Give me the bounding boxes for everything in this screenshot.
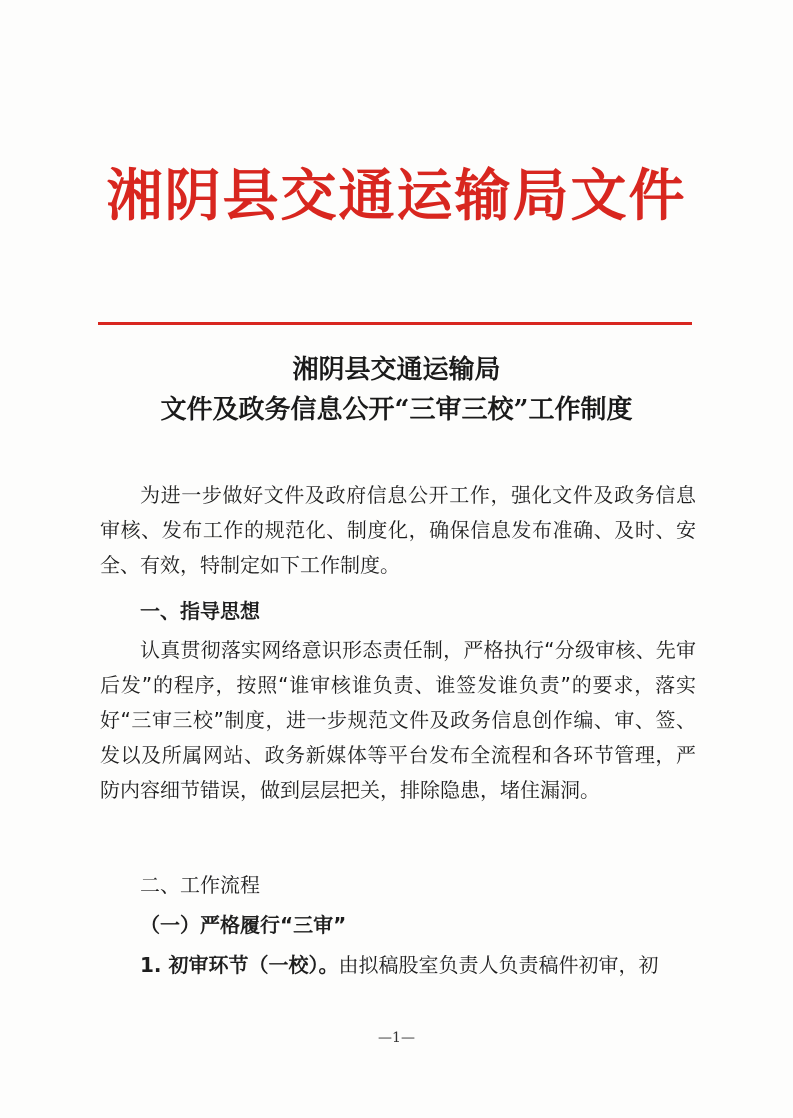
- section-1-heading: 一、指导思想: [140, 599, 260, 623]
- item-1-heading: 1. 初审环节（一校）。: [140, 953, 339, 977]
- document-title-line-2: 文件及政务信息公开“三审三校”工作制度: [160, 395, 633, 425]
- issuing-authority-header: 湘阴县交通运输局文件: [106, 163, 687, 229]
- page-number: —1—: [378, 1030, 415, 1046]
- document-title-line-1: 湘阴县交通运输局: [292, 355, 501, 385]
- section-2-heading: 二、工作流程: [140, 873, 260, 897]
- item-1-paragraph: [100, 948, 696, 983]
- subsection-1-heading: （一）严格履行“三审”: [140, 913, 347, 937]
- section-1-paragraph: 认真贯彻落实网络意识形态责任制，严格执行“分级审核、先审后发”的程序，按照“谁审核谁负责、谁签发谁负责”的要求，落实好“三审三校”制度，进一步规范文件及政务信息创作编、审、签、发以及所属网站、政务新媒体等平台发布全流程和各环节管理，严防内容细节错误，做到层层把关，排除隐患，堵住漏洞。: [100, 638, 696, 802]
- red-divider-rule: [98, 322, 692, 325]
- item-1-text: 由拟稿股室负责人负责稿件初审，初: [338, 953, 659, 977]
- intro-paragraph: 为进一步做好文件及政府信息公开工作，强化文件及政务信息审核、发布工作的规范化、制度化，确保信息发布准确、及时、安全、有效，特制定如下工作制度。: [100, 483, 696, 577]
